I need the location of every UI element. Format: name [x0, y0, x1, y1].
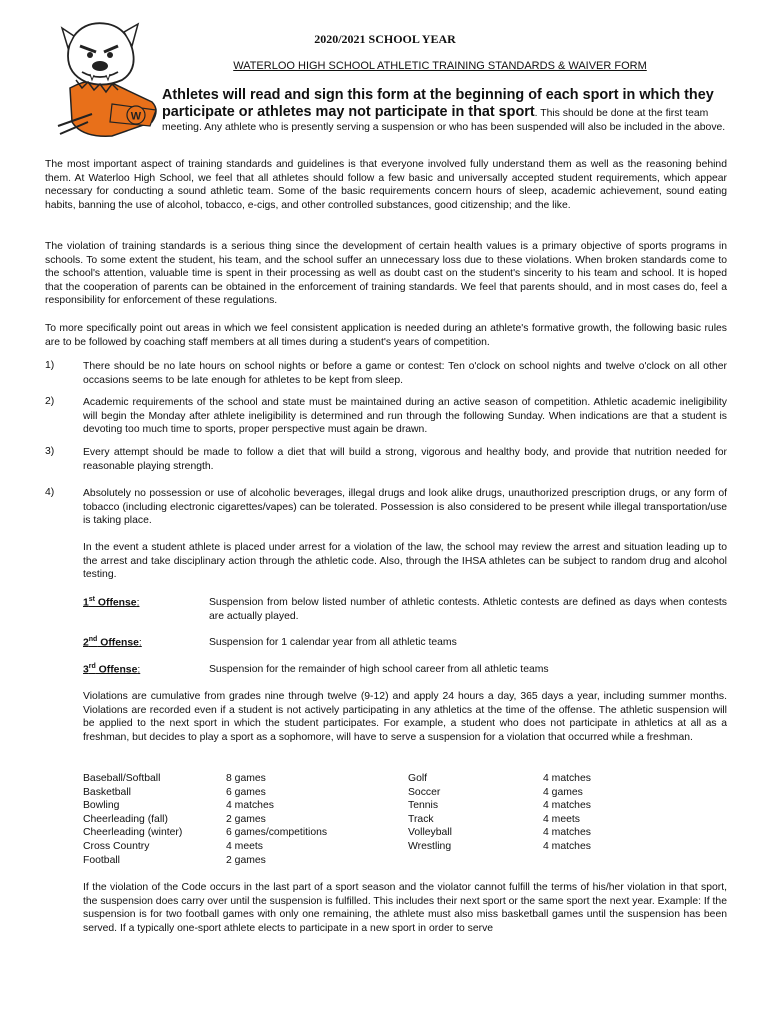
- sport-name: Baseball/Softball: [83, 773, 161, 784]
- offense-text: Suspension from below listed number of athletic contests. Athletic contests are defined as days when contests are actually played.: [209, 597, 727, 622]
- sport-penalty: 2 games: [226, 813, 266, 825]
- sport-name: Volleyball: [408, 827, 452, 839]
- sport-penalty: 4 matches: [543, 800, 591, 812]
- sport-penalty: 4 games: [543, 786, 583, 798]
- arrest-paragraph: In the event a student athlete is placed under arrest for a violation of the law, the school may review the arrest and situation leading up to the arrest and take disciplinary action through the athletic code. Also, through the IHSA athletes can be subject to random drug and alcohol testing.: [83, 542, 727, 581]
- rule-text: Every attempt should be made to follow a diet that will build a strong, vigorous and healthy body, and provide that nutrition needed for reasonable playing strength.: [83, 447, 727, 472]
- rules-intro-paragraph: To more specifically point out areas in which we feel consistent application is needed during an athlete's formative growth, the following basic rules are to be followed by coaching staff members at all times during a student's years of competition.: [45, 323, 727, 348]
- sports-list-left: [83, 772, 182, 867]
- offense-text: Suspension for the remainder of high school career from all athletic teams: [209, 664, 549, 675]
- school-year-heading: 2020/2021 SCHOOL YEAR: [314, 32, 456, 46]
- sport-penalty: 4 matches: [543, 827, 591, 839]
- sport-penalty: 4 meets: [543, 813, 580, 825]
- sports-list-right: [408, 772, 452, 854]
- sport-name: Football: [83, 854, 120, 866]
- sport-name: Soccer: [408, 786, 441, 798]
- sport-penalty: 2 games: [226, 854, 266, 866]
- form-title: WATERLOO HIGH SCHOOL ATHLETIC TRAINING STANDARDS & WAIVER FORM: [233, 60, 647, 72]
- offense-label: 1st Offense:: [83, 596, 140, 609]
- sport-name: Cheerleading (fall): [83, 813, 168, 825]
- rule-number: 2): [45, 396, 55, 407]
- rule-number: 4): [45, 487, 55, 498]
- offense-text: Suspension for 1 calendar year from all athletic teams: [209, 637, 457, 648]
- rule-number: 3): [45, 446, 55, 457]
- final-paragraph: If the violation of the Code occurs in the last part of a sport season and the violator cannot fulfill the terms of his/her violation in that sport, the suspension does carry over until the suspension is fulfilled. This includes their next sport or the same sport the next year. Example: If the suspension is for two football games with only one remaining, the athlete must also miss basketball games until the suspension has been served. If a typically one-sport athlete elects to participate in a new sport in order to serve: [83, 882, 727, 934]
- sport-penalty: 4 matches: [226, 800, 274, 812]
- lead-bold-text: Athletes will read and sign this form at the beginning of each sport in which they participate or athletes may not participate in that sport: [162, 87, 714, 120]
- penalties-list-right: [543, 772, 591, 854]
- rule-text: Absolutely no possession or use of alcoholic beverages, illegal drugs and look alike drugs, unauthorized prescription drugs, or any form of tobacco (including electronic cigarettes/vapes) can be tolerated. Possession is also considered to be present while illegal transportation/use is taking place.: [83, 488, 727, 527]
- intro-paragraph: The most important aspect of training standards and guidelines is that everyone involved fully understand them as well as the reasoning behind them. At Waterloo High School, we feel that all athletes should follow a few basic and universally accepted student requirements, which appear necessary for conducting a sound athletic team. Some of the basic requirements concern hours of sleep, academic achievement, sound eating habits, banning the use of alcohol, tobacco, e-cigs, and other controlled substances, good citizenship; and the like.: [45, 159, 727, 211]
- sport-name: Basketball: [83, 786, 131, 798]
- sport-penalty: 4 matches: [543, 840, 591, 852]
- sport-penalty: 6 games/competitions: [226, 827, 328, 839]
- sport-name: Wrestling: [408, 840, 452, 852]
- rule-number: 1): [45, 360, 55, 371]
- lead-rest-text: . This should be done at the first team meeting. Any athlete who is presently serving a suspension or who has been suspended will also be included in the above.: [162, 108, 726, 133]
- sport-penalty: 6 games: [226, 786, 266, 798]
- lead-paragraph: [162, 87, 728, 134]
- logo-letter: W: [130, 110, 142, 123]
- violations-paragraph: Violations are cumulative from grades nine through twelve (9-12) and apply 24 hours a day, 365 days a year, including summer months. Violations are recorded even if a student is not actively participating in any athletics at the time of the offense. The athletic suspension will be applied to the next sport in which the student participates. For example, a student who does not participate in athletics at all as a freshman, but decides to play a sport as a sophomore, will have to serve a suspension for a violation that occurred while a freshman.: [83, 691, 727, 743]
- penalties-list-left: [226, 772, 327, 867]
- sport-name: Golf: [408, 773, 428, 784]
- violation-paragraph: The violation of training standards is a serious thing since the development of certain health values is a primary objective of sports programs in schools. To some extent the student, his team, and the school suffer an unnecessary loss due to these violations. When broken standards come to the school's attention, valuable time is spent in their processing as well as doubt cast on the student's sincerity to his team and school. It is hoped that the cooperation of parents can be obtained in the enforcement of training standards. We feel that parents should, and in most cases do, feel a responsibility for enforcement of these regulations.: [45, 241, 727, 307]
- sport-name: Bowling: [83, 800, 120, 812]
- rule-text: There should be no late hours on school nights or before a game or contest: Ten o'clock on school nights and twelve o'clock on all other occasions seems to be late enough for athletes to be kept from sleep.: [83, 361, 727, 386]
- sport-name: Track: [408, 813, 434, 825]
- sport-name: Cross Country: [83, 840, 150, 852]
- sport-penalty: 4 matches: [543, 773, 591, 784]
- sport-penalty: 8 games: [226, 773, 266, 784]
- offense-label: 2nd Offense:: [83, 636, 142, 649]
- sport-name: Tennis: [408, 800, 439, 812]
- sport-penalty: 4 meets: [226, 840, 263, 852]
- offense-label: 3rd Offense:: [83, 663, 141, 676]
- sport-name: Cheerleading (winter): [83, 827, 183, 839]
- rule-text: Academic requirements of the school and state must be maintained during an active season of competition. Athletic academic ineligibility will begin the Monday after athlete ineligibility is determined and run through the following Sunday. When indications are that a student is devoting too much time to sports, proper perspective must again be drawn.: [83, 397, 727, 436]
